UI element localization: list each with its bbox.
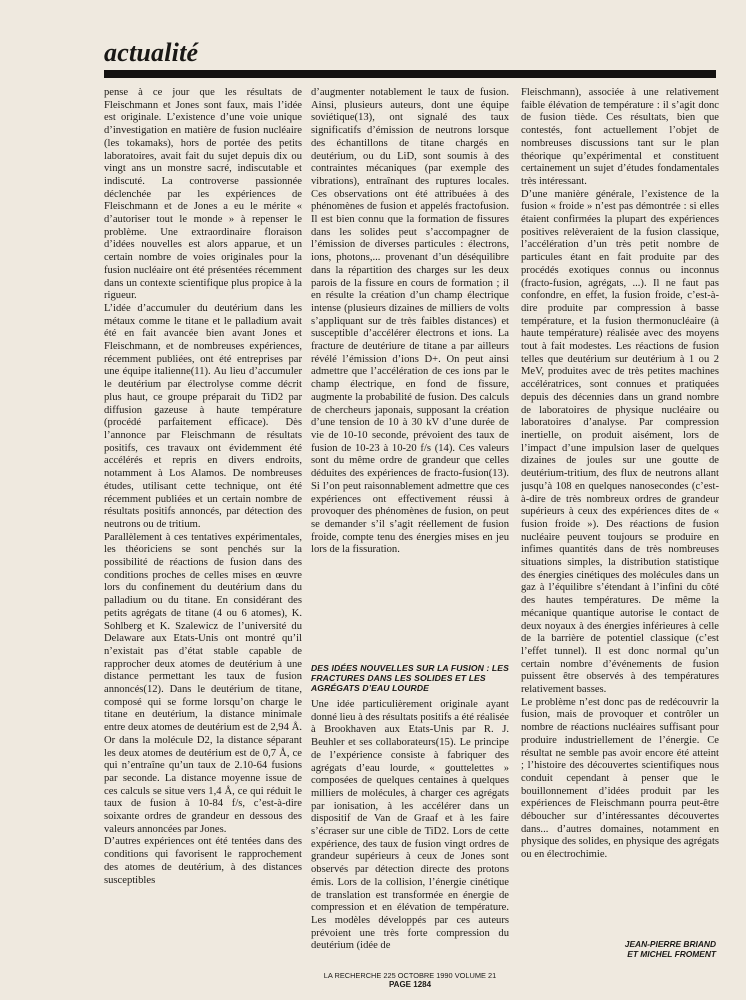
page-number: PAGE 1284 [388, 980, 432, 989]
article-column-1 [104, 87, 302, 887]
paragraph: L’idée d’accumuler du deutérium dans les métaux comme le titane et le palladium avait été en fait avancée bien avant Jones et Fleischmann, et de nombreuses expériences, récemment publiées, ont été entreprises par une équipe italienne(11). Au lieu d’accumuler le deutérium par électrolyse comme décrit plus haut, ce groupe préparait du TiD2 par diffusion gazeuse à haute température (procédé parfaitement efficace). Dès l’annonce par Fleischmann de résultats positifs, ces travaux ont évidemment été accélérés et repris en divers endroits, notamment à Los Alamos. De nombreuses études, utilisant cette technique, ont été récemment publiées et un certain nombre de résultats positifs annoncés, par détection des neutrons ou de tritium. [104, 302, 302, 530]
header-rule [104, 70, 716, 78]
paragraph: D’une manière générale, l’existence de la fusion « froide » n’est pas démontrée : si elles étaient confirmées la plupart des expériences positives relèveraient de la fusion classique, l’accélération d’un très petit nombre de particules étant en fait produite par des procédés exotiques connus ou inconnus (fracto-fusion, agrégats, ...). Il ne faut pas confondre, en effet, la fusion froide, c’est-à-dire produite par compression à basse température, et la fusion thermonucléaire (à haute température) réalisée avec des moyens tout à fait modestes. Les réactions de fusion telles que deutérium sur deutérium à 1 ou 2 MeV, produites avec de très petites machines accélératrices, sont connues et pratiquées depuis des décennies dans un grand nombre de laboratoires de physique nucléaire ou laboratoires d’analyse. Par compression inertielle, on produit aisément, lors de l’impact d’une impulsion laser de quelques dizaines de joules sur une goutte de deutérium-tritium, des flux de neutrons allant jusqu’à 108 en quelques nanosecondes (c’est-à-dire de très nombreux ordres de grandeur supérieurs à ceux des expériences dites de « fusion froide »). Des réactions de fusion nucléaire peuvent toujours se produire en infimes quantités dans de très nombreuses situations simples, la distribution statistique des énergies cinétiques des molécules dans un gaz à l’équilibre s’étendant à l’infini du côté des hautes températures. De même la mécanique quantique autorise le contact de deux noyaux à des énergies inférieures à celle de la barrière de potentiel classique (c’est l’effet tunnel). Il est donc normal qu’un certain nombre d’événements de fusion puissent être observés à des températures relativement basses. [521, 188, 719, 696]
paragraph: D’autres expériences ont été tentées dans des conditions qui favorisent le rapprochement des atomes de deutérium, à des distances susceptibles [104, 836, 302, 886]
column-3-body [521, 87, 719, 937]
author-signature [625, 939, 716, 959]
paragraph: Une idée particulièrement originale ayant donné lieu à des résultats positifs a été réalisée à Brookhaven aux Etats-Unis par R. J. Beuhler et ses collaborateurs(15). Le principe de l’expérience consiste à fabriquer des agrégats d’eau lourde, « gouttelettes » composées de quelques centaines à quelques milliers de molécules, à charger ces agrégats par ionisation, à les accélérer dans un dispositif de Van de Graaf et à les faire s’écraser sur une cible de TiD2. Lors de cette expérience, des taux de fusion vingt ordres de grandeur supérieurs à ceux de Jones sont observés par détection directe des protons émis. Lors de la collision, l’énergie cinétique de translation est transformée en énergie de compression et en élévation de température. Les modèles développés par ces auteurs prévoient une très forte compression du deutérium (idée de [311, 699, 509, 952]
page-footer [104, 971, 716, 989]
author-line-2: ET MICHEL FROMENT [627, 949, 716, 959]
section-rubric: actualité [104, 38, 199, 67]
paragraph: pense à ce jour que les résultats de Fleischmann et Jones sont faux, mais l’idée est originale. L’existence d’une voie unique d’investigation en matière de fusion nucléaire (les tokamaks), hors de portée des petits laboratoires, avait fait du sujet depuis dix ou vingt ans un monstre sacré, indiscutable et indiscuté. La controverse passionnée déclenchée par les expériences de Fleischmann et de Jones a eu le mérite « d’autoriser tout le monde » à repenser le problème. Une extraordinaire floraison d’idées nouvelles est alors apparue, et un certain nombre de voies originales pour la fusion nucléaire ont été présentées récemment dans un contexte scientifique plus propice à la rigueur. [104, 87, 302, 302]
journal-reference: LA RECHERCHE 225 OCTOBRE 1990 VOLUME 21 [323, 971, 497, 980]
author-line-1: JEAN-PIERRE BRIAND [624, 939, 716, 949]
paragraph: Fleischmann), associée à une relativement faible élévation de température : il s’agit donc de fusion tiède. Ces résultats, bien que contestés, font actuellement l’objet de nombreuses discussions tant sur le plan théorique qu’expérimental et constituent certainement un sujet d’études fondamentales très intéressant. [521, 87, 719, 187]
section-subheading: DES IDÉES NOUVELLES SUR LA FUSION : LES FRACTURES DANS LES SOLIDES ET LES AGRÉGATS D’EAU LOURDE [311, 663, 509, 693]
column-2-top [311, 87, 509, 653]
paragraph: Le problème n’est donc pas de redécouvrir la fusion, mais de provoquer et contrôler un nombre de réactions nucléaires suffisant pour produire industriellement de l’énergie. Ce résultat ne semble pas avoir encore été atteint ; l’histoire des découvertes scientifiques nous conduit cependant à penser que le bouillonnement d’idées produit par les expériences de Fleischmann pourra peut-être déboucher sur d’intéressantes découvertes dans... d’autres domaines, notamment en physique des solides, en physique des agrégats ou en électrochimie. [521, 696, 719, 861]
paragraph: Parallèlement à ces tentatives expérimentales, les théoriciens se sont penchés sur la possibilité de réactions de fusion dans des conditions proches de celles mises en œuvre lors du confinement du deutérium dans du palladium ou du titane. En considérant des petits agrégats de titane (4 ou 6 atomes), K. Sohlberg et K. Szalewicz de l’université du Delaware aux Etats-Unis ont montré qu’il n’existait pas d’état stable capable de rapprocher deux atomes de deutérium à une distance permettant les taux de fusion annoncés(12). Dans le deutérium de titane, composé qui se forme lorsqu’on charge le titane en deutérium, la distance minimale entre deux atomes de deutérium est de 2,94 Å. Or dans la molécule D2, la distance séparant les deux atomes de deutérium est de 0,7 Å, ce qui n’entraîne qu’un taux de 2.10-64 fusions par seconde. La distance moyenne issue de ces calculs se situe vers 1,4 Å, ce qui réduit le taux de fusion à 10-84 f/s, c’est-à-dire soixante ordres de grandeur en dessous des valeurs annoncées par Jones. [104, 531, 302, 835]
paragraph: d’augmenter notablement le taux de fusion. Ainsi, plusieurs auteurs, dont une équipe soviétique(13), ont signalé des taux significatifs d’émission de neutrons lorsque des échantillons de titane chargés en deutérium, ou du LiD, sont soumis à des contraintes mécaniques (par exemple des vibrations), entraînant des ruptures locales. Ces observations ont été attribuées à des phénomènes de fusion et appelés fractofusion. Il est bien connu que la formation de fissures dans les solides peut s’accompagner de l’émission de diverses particules : électrons, ions, photons,... provenant d’un déséquilibre dans la répartition des charges sur les deux parois de la fissure en cours de formation ; il en résulte la création d’un champ électrique intense (plusieurs dizaines de milliers de volts s’appliquant sur de très faibles distances) et susceptible d’accélérer électrons et ions. La fracture de deutériure de titane a par ailleurs révélé l’émission d’ions D+. On peut ainsi admettre que l’accélération de ces ions par le champ électrique, en fond de fissure, augmente la probabilité de fusion. Des calculs de chercheurs japonais, supposant la création d’une tension de 10 à 30 kV d’une durée de vie de 10-10 seconde, prévoient des taux de fusion de 10-23 à 10-20 f/s (14). Ces valeurs sont du même ordre de grandeur que celles déduites des expériences de fracto-fusion(13). Si l’on peut raisonnablement admettre que ces expériences ont effectivement réussi à provoquer des phénomènes de fusion, on peut se demander s’il s’agit réellement de fusion froide, compte tenu des énergies mises en jeu lors de la fissuration. [311, 87, 509, 556]
column-2-bottom [311, 699, 509, 989]
article-column-2 [311, 87, 509, 989]
article-column-3 [521, 87, 719, 937]
